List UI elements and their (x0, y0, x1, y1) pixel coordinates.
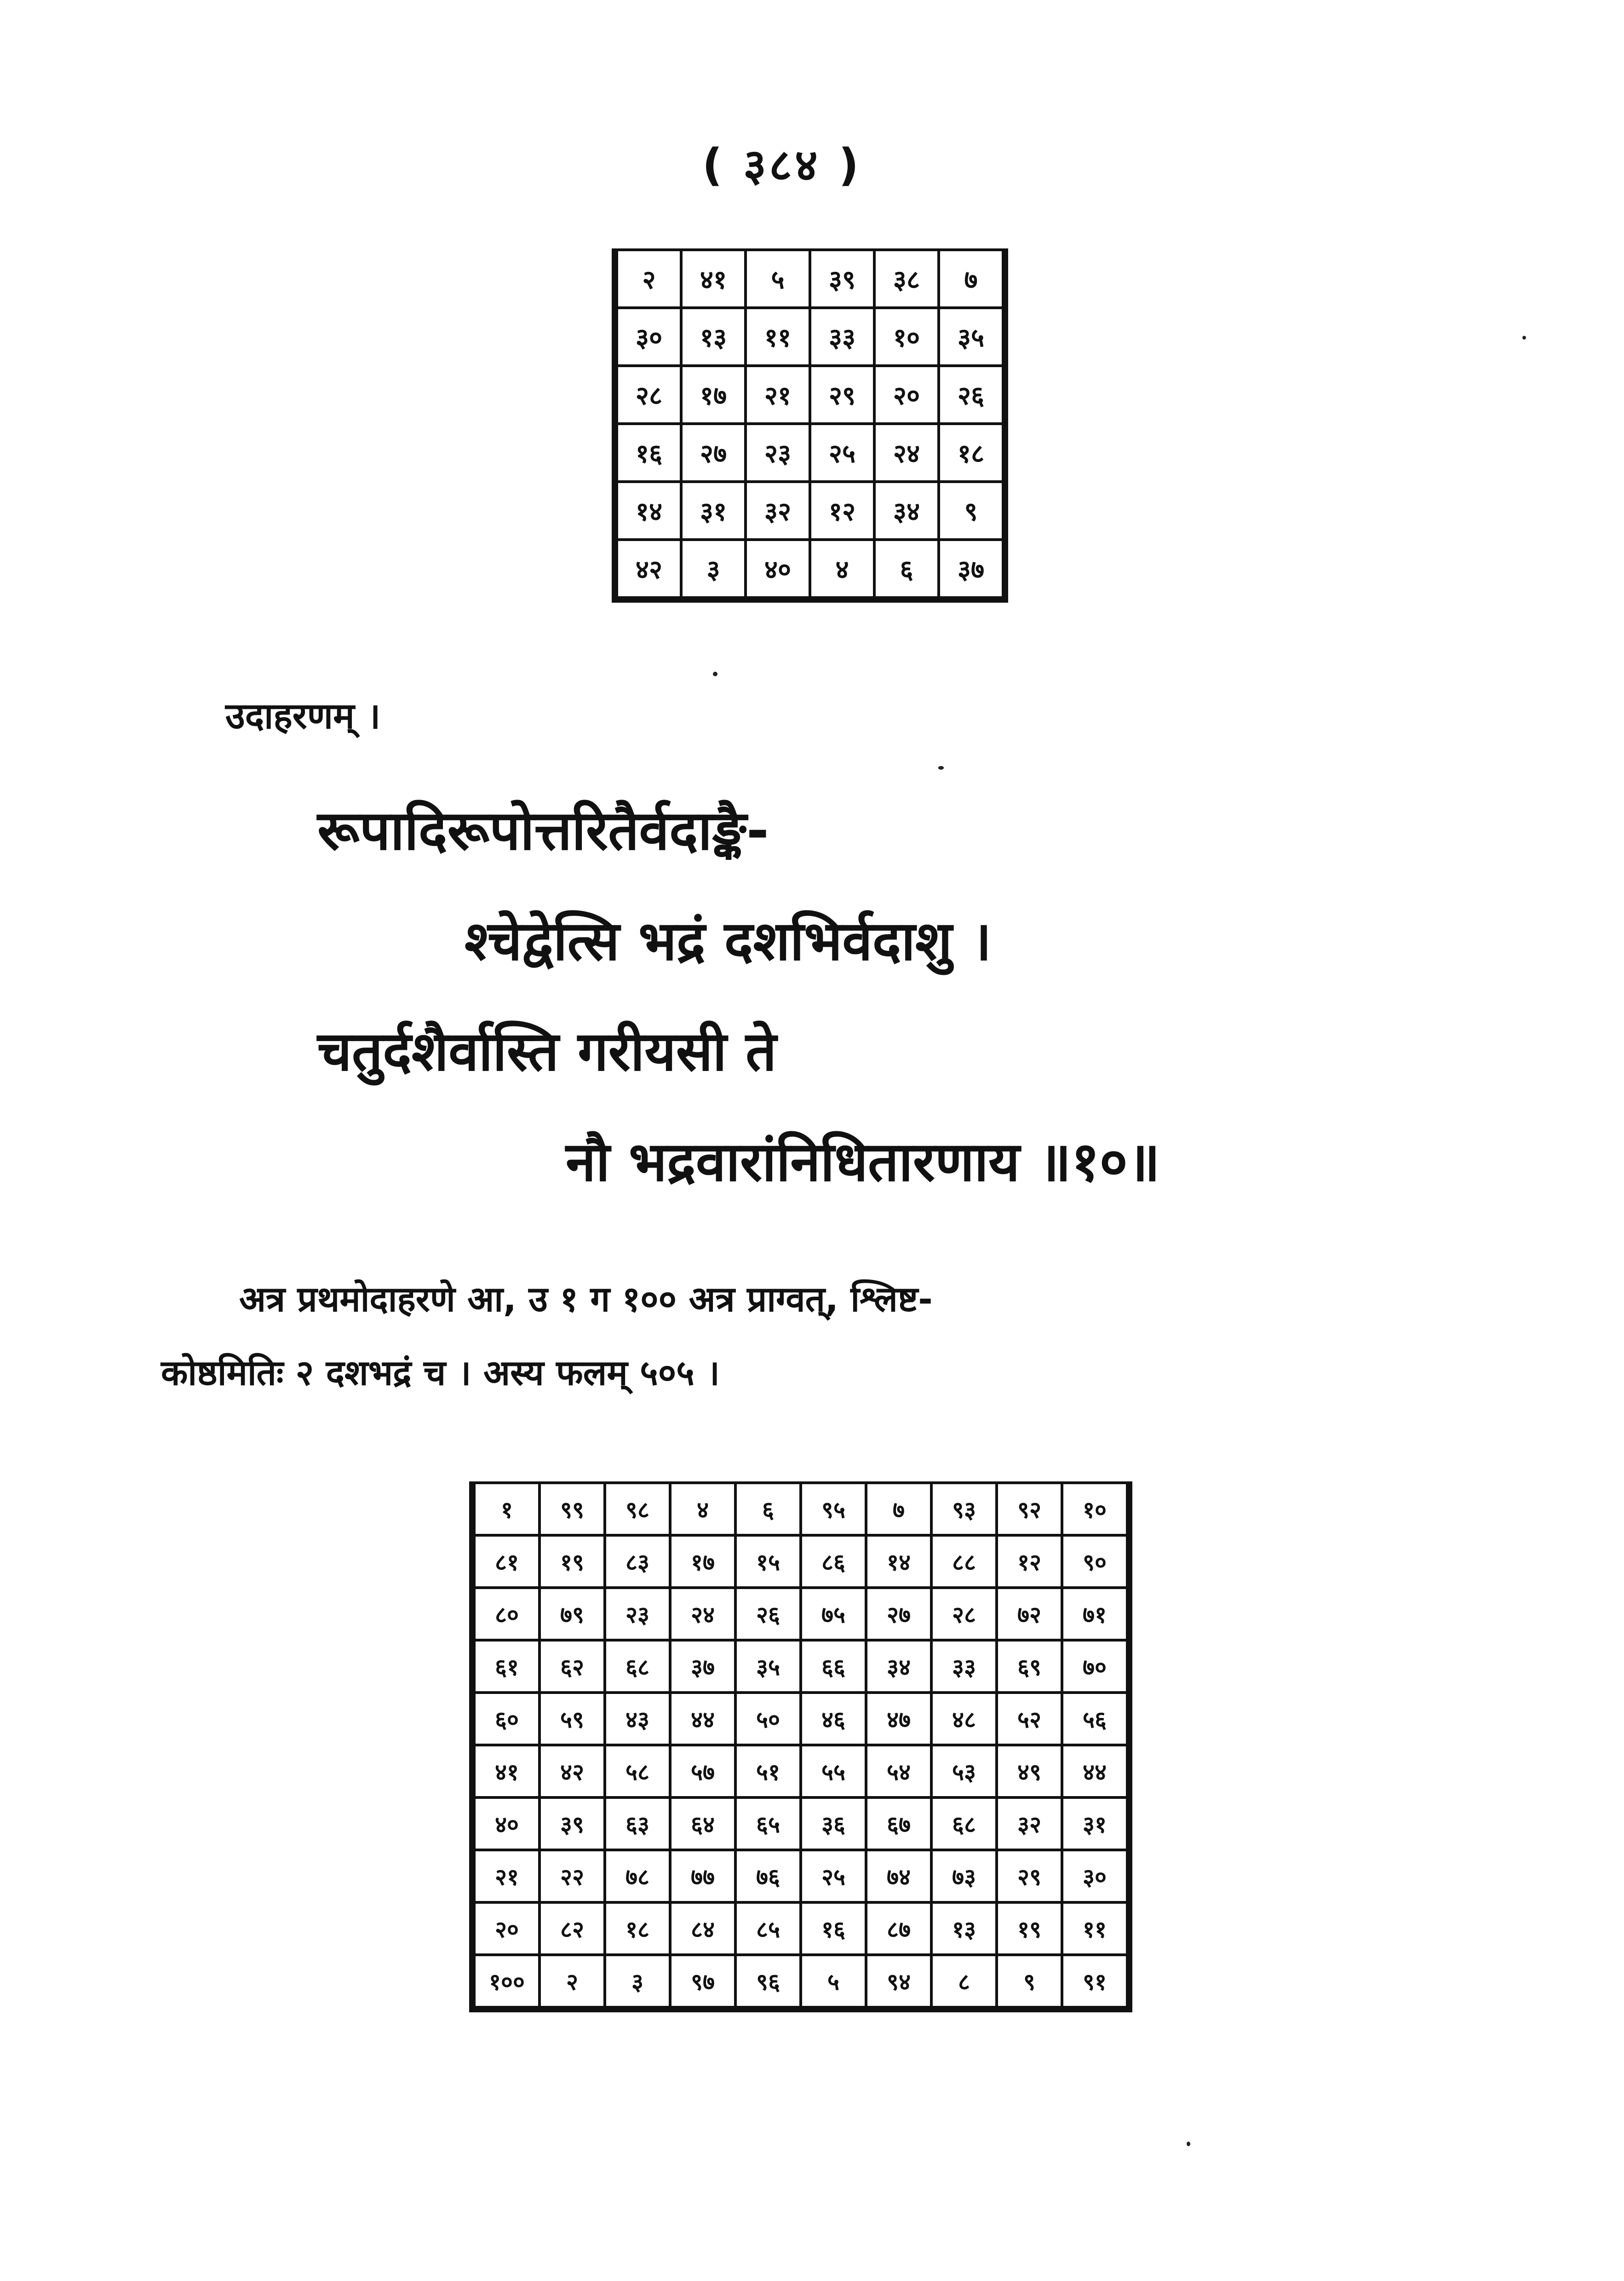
square-cell: २३ (605, 1588, 670, 1640)
square-cell: ४६ (801, 1693, 866, 1745)
prose-line-1: अत्र प्रथमोदाहरणे आ, उ १ ग १०० अत्र प्राग्वत्, श्लिष्ट- (239, 1279, 933, 1319)
verse-line-2: श्चेद्वेत्सि भद्रं दशभिर्वदाशु । (465, 909, 992, 973)
square-cell: ८० (472, 1588, 539, 1640)
square-cell: ५५ (801, 1745, 866, 1797)
square-cell: १०० (472, 1955, 539, 2009)
square-cell: ८३ (605, 1535, 670, 1588)
square-cell: ६० (472, 1693, 539, 1745)
square-cell: ९९ (539, 1483, 605, 1535)
square-cell: ३४ (866, 1640, 931, 1693)
square-cell: १४ (615, 482, 681, 540)
square-cell: ८४ (670, 1902, 735, 1955)
square-cell: ४० (472, 1797, 539, 1850)
square-cell: ५४ (866, 1745, 931, 1797)
square-cell: ६१ (472, 1640, 539, 1693)
square-cell: ८२ (539, 1902, 605, 1955)
square-cell: २५ (801, 1850, 866, 1902)
square-cell: २ (539, 1955, 605, 2009)
square-cell: २४ (874, 424, 939, 482)
print-speck (1187, 2142, 1190, 2146)
square-cell: ७७ (670, 1850, 735, 1902)
square-cell: ३ (605, 1955, 670, 2009)
square-cell: ३४ (874, 482, 939, 540)
square-cell: ८ (931, 1955, 997, 2009)
print-speck (938, 766, 944, 770)
square-cell: ३३ (810, 308, 874, 366)
square-cell: ५८ (605, 1745, 670, 1797)
square-cell: ६७ (866, 1797, 931, 1850)
square-cell: ७ (939, 250, 1005, 308)
square-cell: ७२ (997, 1588, 1062, 1640)
square-cell: १७ (670, 1535, 735, 1588)
square-row (472, 1693, 1129, 1745)
square-cell: ५० (735, 1693, 801, 1745)
square-cell: २१ (746, 366, 810, 424)
print-speck (713, 672, 717, 676)
square-cell: २६ (939, 366, 1005, 424)
square-cell: ३० (615, 308, 681, 366)
square-cell: १० (1062, 1483, 1129, 1535)
square-cell: ६६ (801, 1640, 866, 1693)
square-cell: ४१ (681, 250, 746, 308)
square-cell: १३ (681, 308, 746, 366)
square-cell: ७८ (605, 1850, 670, 1902)
square-cell: ३८ (874, 250, 939, 308)
square-cell: ६४ (670, 1797, 735, 1850)
square-row (615, 366, 1005, 424)
square-cell: ९६ (735, 1955, 801, 2009)
square-cell: ९७ (670, 1955, 735, 2009)
square-cell: ८१ (472, 1535, 539, 1588)
square-cell: ९ (939, 482, 1005, 540)
square-cell: ५२ (997, 1693, 1062, 1745)
square-row (615, 540, 1005, 599)
square-cell: ३५ (939, 308, 1005, 366)
square-cell: ९४ (866, 1955, 931, 2009)
square-cell: १४ (866, 1535, 931, 1588)
square-row (472, 1850, 1129, 1902)
print-speck (1522, 336, 1526, 340)
square-cell: ४२ (615, 540, 681, 599)
square-cell: ३९ (810, 250, 874, 308)
square-row (472, 1640, 1129, 1693)
square-cell: ९२ (997, 1483, 1062, 1535)
square-cell: १८ (939, 424, 1005, 482)
square-cell: ६८ (605, 1640, 670, 1693)
square-cell: ५७ (670, 1745, 735, 1797)
verse-line-3: चतुर्दशैर्वास्ति गरीयसी ते (317, 1020, 777, 1083)
square-cell: ३५ (735, 1640, 801, 1693)
square-cell: १ (472, 1483, 539, 1535)
square-cell: ७६ (735, 1850, 801, 1902)
square-cell: ११ (746, 308, 810, 366)
square-cell: ४ (810, 540, 874, 599)
square-cell: ४४ (1062, 1745, 1129, 1797)
square-cell: ८८ (931, 1535, 997, 1588)
verse-line-1: रूपादिरूपोत्तरितैर्वदाङ्कै- (317, 799, 769, 862)
square-cell: ११ (1062, 1902, 1129, 1955)
square-cell: १८ (605, 1902, 670, 1955)
square-cell: १२ (810, 482, 874, 540)
square-row (615, 308, 1005, 366)
square-cell: ३१ (1062, 1797, 1129, 1850)
example-heading: उदाहरणम् । (225, 696, 381, 737)
square-row (472, 1902, 1129, 1955)
square-cell: ३६ (801, 1797, 866, 1850)
square-cell: ४३ (605, 1693, 670, 1745)
square-cell: ६९ (997, 1640, 1062, 1693)
square-cell: ३ (681, 540, 746, 599)
square-cell: ४८ (931, 1693, 997, 1745)
square-cell: १३ (931, 1902, 997, 1955)
page-number: ( ३८४ ) (702, 139, 862, 191)
square-cell: १९ (997, 1902, 1062, 1955)
verse-line-4: नौ भद्रवारांनिधितारणाय ॥१०॥ (566, 1130, 1160, 1193)
square-cell: ३२ (746, 482, 810, 540)
square-cell: १६ (801, 1902, 866, 1955)
square-row (615, 482, 1005, 540)
square-cell: ३० (1062, 1850, 1129, 1902)
square-cell: २३ (746, 424, 810, 482)
square-cell: २७ (866, 1588, 931, 1640)
square-cell: ४ (670, 1483, 735, 1535)
square-cell: २५ (810, 424, 874, 482)
square-cell: २१ (472, 1850, 539, 1902)
square-cell: ७५ (801, 1588, 866, 1640)
square-cell: ६ (874, 540, 939, 599)
square-cell: ७० (1062, 1640, 1129, 1693)
square-cell: ९० (1062, 1535, 1129, 1588)
magic-square-6x6 (612, 248, 1008, 603)
square-cell: ९५ (801, 1483, 866, 1535)
square-cell: ५६ (1062, 1693, 1129, 1745)
square-cell: २९ (810, 366, 874, 424)
square-cell: २० (472, 1902, 539, 1955)
square-cell: ३१ (681, 482, 746, 540)
square-cell: ५९ (539, 1693, 605, 1745)
square-cell: ७४ (866, 1850, 931, 1902)
square-cell: ५१ (735, 1745, 801, 1797)
square-cell: ७९ (539, 1588, 605, 1640)
square-cell: ५३ (931, 1745, 997, 1797)
square-cell: ५ (801, 1955, 866, 2009)
square-row (615, 424, 1005, 482)
square-cell: ७३ (931, 1850, 997, 1902)
square-cell: २९ (997, 1850, 1062, 1902)
square-row (472, 1483, 1129, 1535)
square-cell: ९३ (931, 1483, 997, 1535)
square-row (472, 1535, 1129, 1588)
square-cell: ३२ (997, 1797, 1062, 1850)
square-cell: ९१ (1062, 1955, 1129, 2009)
square-cell: १५ (735, 1535, 801, 1588)
square-cell: ३३ (931, 1640, 997, 1693)
square-cell: ९८ (605, 1483, 670, 1535)
square-cell: २६ (735, 1588, 801, 1640)
square-cell: ६३ (605, 1797, 670, 1850)
square-cell: ४९ (997, 1745, 1062, 1797)
square-cell: ३७ (939, 540, 1005, 599)
square-cell: ६२ (539, 1640, 605, 1693)
square-cell: ८६ (801, 1535, 866, 1588)
square-cell: २२ (539, 1850, 605, 1902)
square-cell: ७ (866, 1483, 931, 1535)
square-row (472, 1745, 1129, 1797)
square-cell: १६ (615, 424, 681, 482)
square-cell: ३७ (670, 1640, 735, 1693)
square-cell: ३९ (539, 1797, 605, 1850)
square-cell: ५ (746, 250, 810, 308)
square-cell: ९ (997, 1955, 1062, 2009)
square-cell: १२ (997, 1535, 1062, 1588)
square-cell: ८७ (866, 1902, 931, 1955)
square-cell: ४७ (866, 1693, 931, 1745)
square-row (472, 1797, 1129, 1850)
square-cell: ४१ (472, 1745, 539, 1797)
square-row (615, 250, 1005, 308)
square-cell: ८५ (735, 1902, 801, 1955)
square-cell: ६५ (735, 1797, 801, 1850)
square-cell: ४० (746, 540, 810, 599)
square-cell: ४२ (539, 1745, 605, 1797)
square-cell: २८ (931, 1588, 997, 1640)
square-cell: ४४ (670, 1693, 735, 1745)
square-cell: १७ (681, 366, 746, 424)
square-cell: २० (874, 366, 939, 424)
magic-square-10x10 (469, 1481, 1132, 2012)
square-cell: २७ (681, 424, 746, 482)
square-cell: १९ (539, 1535, 605, 1588)
square-cell: २८ (615, 366, 681, 424)
square-cell: ७१ (1062, 1588, 1129, 1640)
square-cell: ६८ (931, 1797, 997, 1850)
square-row (472, 1588, 1129, 1640)
square-cell: १० (874, 308, 939, 366)
square-cell: २४ (670, 1588, 735, 1640)
square-cell: २ (615, 250, 681, 308)
square-row (472, 1955, 1129, 2009)
prose-line-2: कोष्ठमितिः २ दशभद्रं च । अस्य फलम् ५०५ । (161, 1352, 720, 1393)
square-cell: ६ (735, 1483, 801, 1535)
